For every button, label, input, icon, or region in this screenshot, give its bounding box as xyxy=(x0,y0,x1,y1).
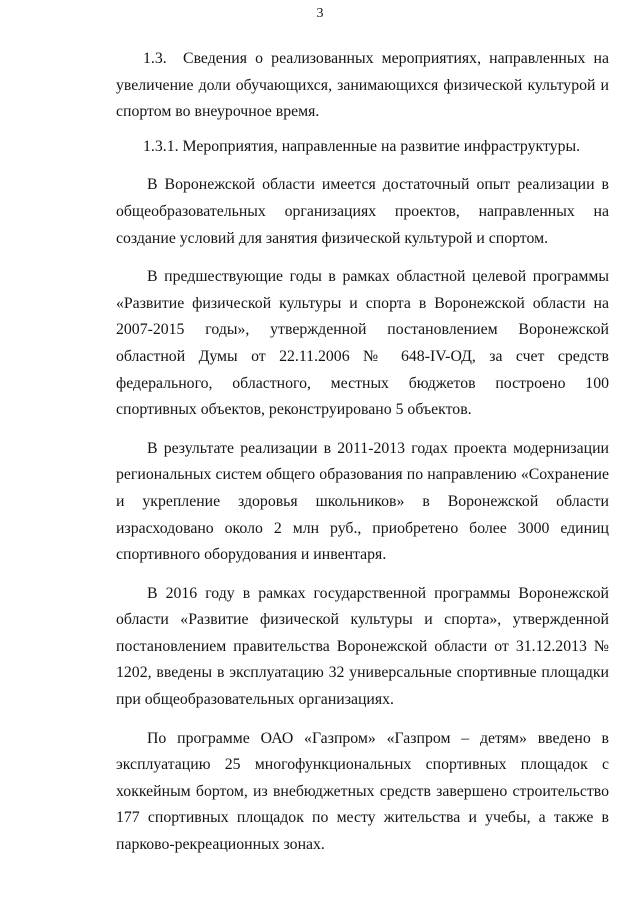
page-number: 3 xyxy=(316,6,324,21)
subsection-heading-1-3-1: 1.3.1. Мероприятия, направленные на развитие инфраструктуры. xyxy=(143,137,581,155)
paragraph-experience: В Воронежской области имеется достаточный опыт реализации в общеобразовательных организациях проектов, направленных на создание условий для занятия физической культурой и спортом. xyxy=(116,176,609,247)
paragraph-state-program-2016: В 2016 году в рамках государственной программы Воронежской области «Развитие физической культуры и спорта», утвержденной постановлением правительства Воронежской области от 31.12.2013 № 1202, введены в эксплуатацию 32 универсальные спортивные площадки при общеобразовательных организациях. xyxy=(116,584,609,709)
paragraph-gazprom-program: По программе ОАО «Газпром» «Газпром – детям» введено в эксплуатацию 25 многофункциональных спортивных площадок с хоккейным бортом, из внебюджетных средств завершено строительство 177 спортивных площадок по месту жительства и учебы, а также в парково-рекреационных зонах. xyxy=(116,729,609,854)
paragraph-target-program: В предшествующие годы в рамках областной целевой программы «Развитие физической культуры и спорта в Воронежской области на 2007-2015 годы», утвержденной постановлением Воронежской областной Думы от 22.11.2006 № 648-IV-ОД, за счет средств федерального, областного, местных бюджетов построено 100 спортивных объектов, реконструировано 5 объектов. xyxy=(116,268,609,419)
document-body xyxy=(116,46,609,859)
section-heading-1-3: 1.3. Сведения о реализованных мероприятиях, направленных на увеличение доли обучающихся, занимающихся физической культурой и спортом во внеурочное время. xyxy=(116,50,609,121)
paragraph-modernization-project: В результате реализации в 2011-2013 годах проекта модернизации региональных систем общего образования по направлению «Сохранение и укрепление здоровья школьников» в Воронежской области израсходовано около 2 млн руб., приобретено более 3000 единиц спортивного оборудования и инвентаря. xyxy=(116,439,609,564)
